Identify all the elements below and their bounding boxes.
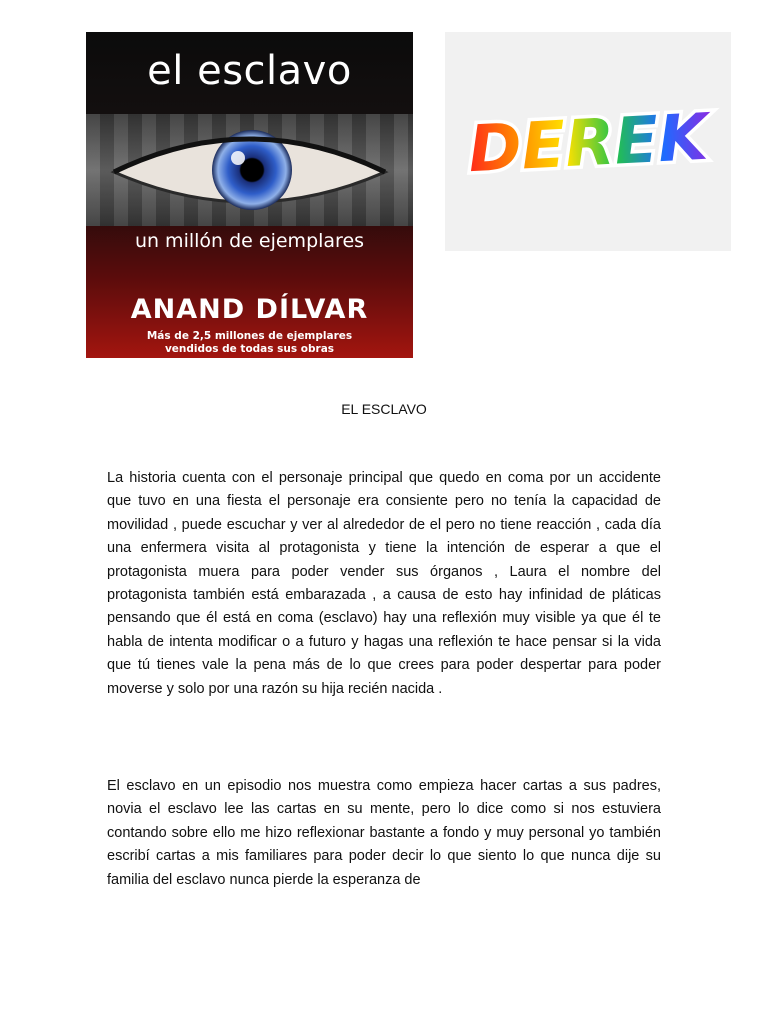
derek-logo [445, 32, 731, 251]
derek-logo-text: DEREK [466, 100, 710, 188]
paragraph-1: La historia cuenta con el personaje principal que quedo en coma por un accidente que tuvo en una fiesta el personaje era consiente pero no tenía la capacidad de movilidad , puede escuchar y ver al alrededor de el pero no tiene reacción , cada día una enfermera visita al protagonista y tiene la intención de esperar a que el protagonista muera para poder vender sus órganos , Laura el nombre del protagonista también está embarazada , a causa de esto hay infinidad de pláticas pensando que él está en coma (esclavo) hay una reflexión muy visible ya que él te habla de intenta modificar o a futuro y hagas una reflexión te hace pensar si la vida que tú tienes vale la pena más de lo que crees para poder despertar para poder moverse y solo por una razón su hija recién nacida . [107, 470, 661, 697]
eye-illustration [86, 114, 413, 226]
cover-author: ANAND DÍLVAR [130, 294, 369, 325]
cover-tagline-line-2: vendidos de todas sus obras [164, 343, 335, 355]
paragraph-2: El esclavo en un episodio nos muestra como empieza hacer cartas a sus padres, novia el esclavo lee las cartas en su mente, pero lo dice como si nos estuviera contando sobre ello me hizo reflexionar bastante a fondo y muy personal yo también escribí cartas a mis familiares para poder decir lo que siento lo que nunca dije su familia del esclavo nunca pierde la esperanza de [107, 778, 661, 888]
cover-subtitle: un millón de ejemplares [134, 230, 365, 252]
book-cover-image [86, 32, 413, 358]
cover-tagline [86, 330, 413, 356]
cover-tagline-line-1: Más de 2,5 millones de ejemplares [146, 330, 353, 342]
derek-logo-image [445, 32, 731, 251]
document-title: EL ESCLAVO [341, 401, 427, 417]
cover-title: el esclavo [147, 48, 352, 94]
